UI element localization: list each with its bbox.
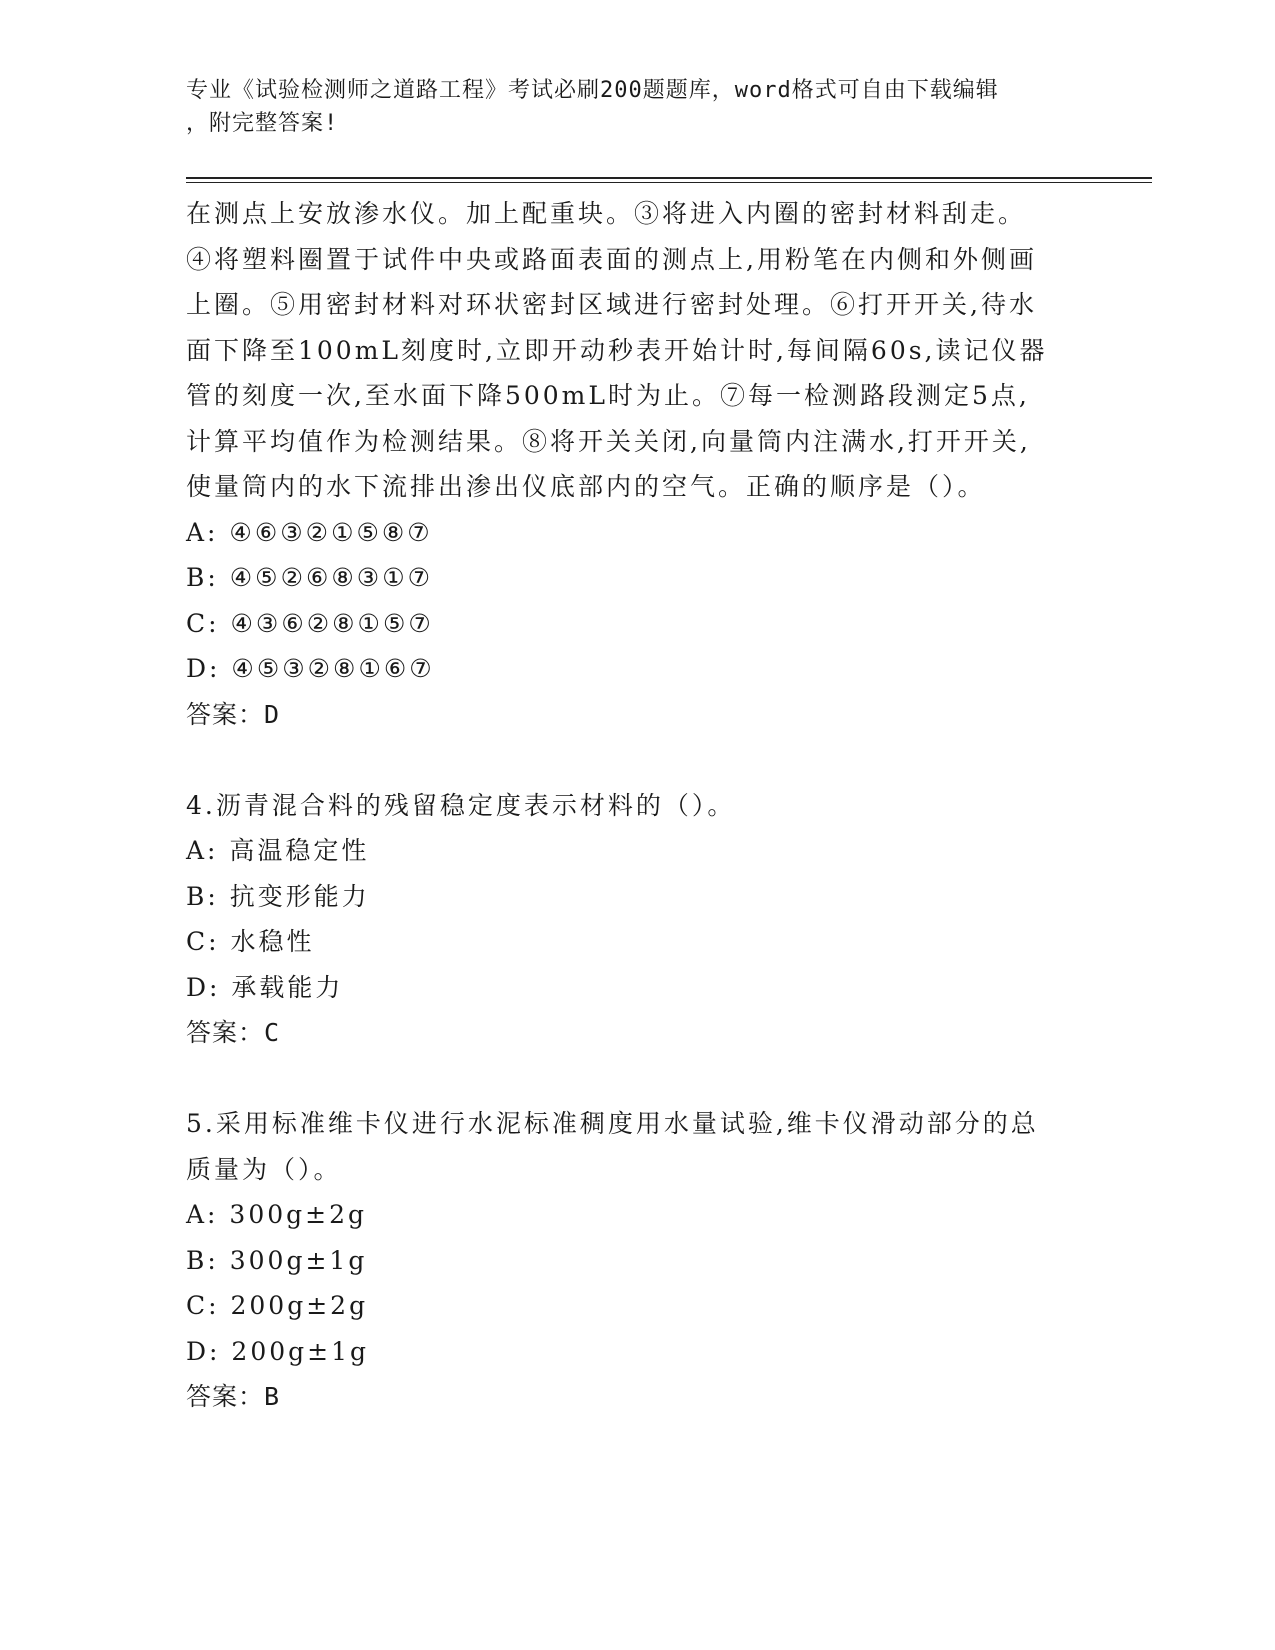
question-stem-line: 管的刻度一次,至水面下降500mL时为止。⑦每一检测路段测定5点, <box>186 381 1030 410</box>
option-a: A: 300g±2g <box>186 1200 368 1229</box>
option-a: A: ④⑥③②①⑤⑧⑦ <box>186 517 433 547</box>
option-b: B: 抗变形能力 <box>186 881 370 911</box>
header-line-1: 专业《试验检测师之道路工程》考试必刷200题题库，word格式可自由下载编辑 <box>186 78 999 103</box>
answer-label: 答案：B <box>186 1382 281 1411</box>
option-c: C: ④③⑥②⑧①⑤⑦ <box>186 608 434 638</box>
answer-label: 答案：D <box>186 699 281 729</box>
option-d: D: 200g±1g <box>186 1336 369 1366</box>
question-stem-line: 面下降至100mL刻度时,立即开动秒表开始计时,每间隔60s,读记仪器 <box>186 335 1048 365</box>
option-d: D: ④⑤③②⑧①⑥⑦ <box>186 654 435 683</box>
header-line-2: ，附完整答案! <box>186 111 339 136</box>
question-stem-line: 计算平均值作为检测结果。⑧将开关关闭,向量筒内注满水,打开开关, <box>186 426 1031 456</box>
document-header <box>186 74 1066 140</box>
spacer <box>186 1056 1086 1102</box>
option-b: B: 300g±1g <box>186 1245 368 1275</box>
question-stem-line: 质量为（）。 <box>186 1154 342 1184</box>
option-c: C: 200g±2g <box>186 1291 369 1320</box>
spacer <box>186 737 1086 783</box>
header-divider-thick <box>186 177 1152 179</box>
question-stem-line: 4.沥青混合料的残留稳定度表示材料的（）。 <box>186 790 736 820</box>
question-4 <box>186 783 1086 1056</box>
question-3 <box>186 191 1086 737</box>
option-c: C: 水稳性 <box>186 927 315 956</box>
question-5 <box>186 1101 1086 1420</box>
question-content <box>186 191 1086 1420</box>
question-stem-line: 5.采用标准维卡仪进行水泥标准稠度用水量试验,维卡仪滑动部分的总 <box>186 1109 1039 1138</box>
question-stem-line: ④将塑料圈置于试件中央或路面表面的测点上,用粉笔在内侧和外侧画 <box>186 244 1037 274</box>
question-stem-line: 使量筒内的水下流排出渗出仪底部内的空气。正确的顺序是（）。 <box>186 472 986 501</box>
header-divider-thin <box>186 182 1152 183</box>
question-stem-line: 在测点上安放渗水仪。加上配重块。③将进入内圈的密封材料刮走。 <box>186 199 1027 228</box>
answer-label: 答案：C <box>186 1018 281 1047</box>
question-stem-line: 上圈。⑤用密封材料对环状密封区域进行密封处理。⑥打开开关,待水 <box>186 290 1037 319</box>
option-b: B: ④⑤②⑥⑧③①⑦ <box>186 563 434 592</box>
option-d: D: 承载能力 <box>186 972 344 1002</box>
option-a: A: 高温稳定性 <box>186 836 370 865</box>
